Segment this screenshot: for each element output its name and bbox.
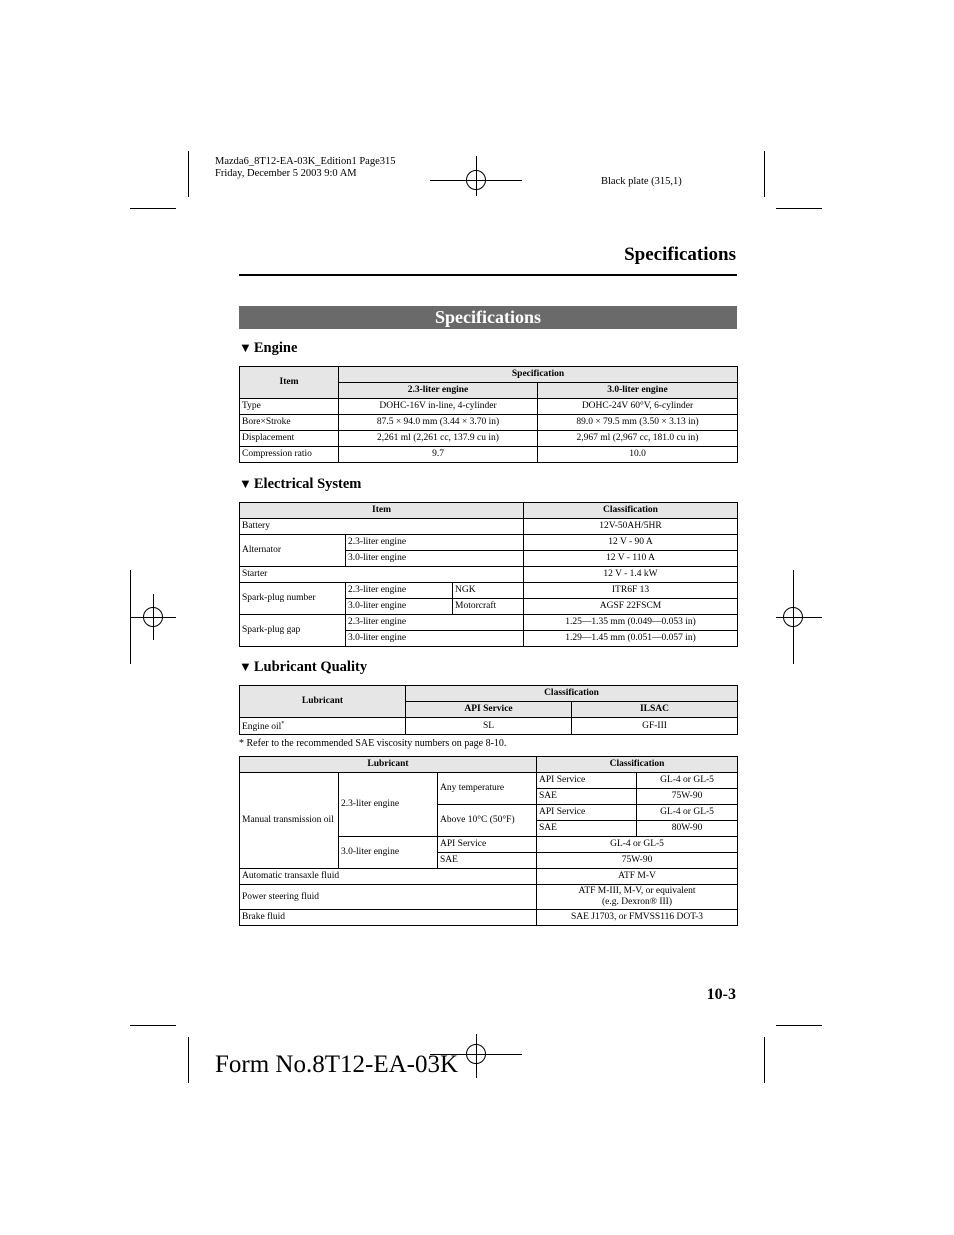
- lubricant-table: [239, 756, 738, 926]
- table-row: [240, 447, 738, 463]
- table-row: [240, 583, 738, 599]
- table-row: [240, 415, 738, 431]
- triangle-down-icon: ▼: [239, 476, 252, 491]
- footnote: * Refer to the recommended SAE viscosity numbers on page 8-10.: [239, 738, 507, 749]
- spark-plug-gap-sub: 3.0-liter engine: [346, 631, 524, 647]
- alternator-value: 12 V - 110 A: [524, 551, 738, 567]
- engine-head-item: Item: [240, 367, 339, 399]
- engine-head-col2: 3.0-liter engine: [538, 383, 738, 399]
- alternator-value: 12 V - 90 A: [524, 535, 738, 551]
- electrical-table: [239, 502, 738, 647]
- oil-head-lubricant: Lubricant: [240, 686, 406, 718]
- table-row: [240, 399, 738, 415]
- engine-oil-ilsac: GF-III: [572, 718, 738, 735]
- page-number: 10-3: [706, 986, 736, 1003]
- table-row: [240, 718, 738, 735]
- engine-cell-value: 10.0: [538, 447, 738, 463]
- lube-value: GL-4 or GL-5: [637, 805, 738, 821]
- above-temperature-label: Above 10°C (50°F): [438, 805, 537, 837]
- lube-key: SAE: [438, 853, 537, 869]
- spark-plug-gap-label: Spark-plug gap: [240, 615, 346, 647]
- spark-plug-number-sub: 2.3-liter engine: [346, 583, 453, 599]
- alternator-label: Alternator: [240, 535, 346, 567]
- oil-head-classification: Classification: [406, 686, 738, 702]
- engine-cell-value: 9.7: [339, 447, 538, 463]
- starter-value: 12 V - 1.4 kW: [524, 567, 738, 583]
- power-steering-line2: (e.g. Dexron® III): [602, 897, 673, 907]
- table-row: [240, 567, 738, 583]
- table-row: [240, 615, 738, 631]
- engine-head-col1: 2.3-liter engine: [339, 383, 538, 399]
- lubricant-quality-heading-text: Lubricant Quality: [253, 659, 368, 675]
- title-divider: [239, 274, 737, 276]
- triangle-down-icon: ▼: [239, 659, 252, 674]
- engine-cell-value: 89.0 × 79.5 mm (3.50 × 3.13 in): [538, 415, 738, 431]
- power-steering-value: [537, 885, 738, 910]
- atf-label: Automatic transaxle fluid: [240, 869, 537, 885]
- section-banner: Specifications: [239, 306, 737, 329]
- starter-label: Starter: [240, 567, 524, 583]
- print-file-info: [215, 156, 396, 180]
- spark-plug-brand: NGK: [453, 583, 524, 599]
- oil-head-api: API Service: [406, 702, 572, 718]
- engine-cell-value: DOHC-24V 60°V, 6-cylinder: [538, 399, 738, 415]
- table-row: [240, 885, 738, 910]
- table-row: [240, 519, 738, 535]
- lube-value: 80W-90: [637, 821, 738, 837]
- engine-cell-item: Compression ratio: [240, 447, 339, 463]
- engine-oil-label-text: Engine oil: [242, 722, 282, 733]
- oil-head-ilsac: ILSAC: [572, 702, 738, 718]
- lube-head-lubricant: Lubricant: [240, 757, 537, 773]
- table-row: [240, 431, 738, 447]
- spark-plug-number-value: AGSF 22FSCM: [524, 599, 738, 615]
- engine-cell-value: 2,261 ml (2,261 cc, 137.9 cu in): [339, 431, 538, 447]
- electrical-heading: [239, 476, 361, 493]
- print-file-line: Mazda6_8T12-EA-03K_Edition1 Page315: [215, 156, 396, 167]
- lube-key: SAE: [537, 821, 637, 837]
- engine-cell-item: Type: [240, 399, 339, 415]
- electrical-heading-text: Electrical System: [253, 476, 362, 492]
- spark-plug-gap-value: 1.29—1.45 mm (0.051—0.057 in): [524, 631, 738, 647]
- engine-oil-label: [240, 718, 406, 735]
- table-row: [240, 869, 738, 885]
- engine-heading: [239, 340, 297, 357]
- power-steering-label: Power steering fluid: [240, 885, 537, 910]
- print-date-line: Friday, December 5 2003 9:0 AM: [215, 168, 357, 179]
- spark-plug-brand: Motorcraft: [453, 599, 524, 615]
- spark-plug-gap-value: 1.25—1.35 mm (0.049—0.053 in): [524, 615, 738, 631]
- lube-key: API Service: [537, 773, 637, 789]
- engine-oil-table: [239, 685, 738, 735]
- form-number: Form No.8T12-EA-03K: [215, 1051, 459, 1078]
- table-row: [240, 910, 738, 926]
- alternator-sub: 3.0-liter engine: [346, 551, 524, 567]
- engine-heading-text: Engine: [253, 340, 298, 356]
- any-temperature-label: Any temperature: [438, 773, 537, 805]
- lube-value: 75W-90: [637, 789, 738, 805]
- electrical-head-item: Item: [240, 503, 524, 519]
- engine-cell-value: 2,967 ml (2,967 cc, 181.0 cu in): [538, 431, 738, 447]
- electrical-head-classification: Classification: [524, 503, 738, 519]
- engine-head-specification: Specification: [339, 367, 738, 383]
- atf-value: ATF M-V: [537, 869, 738, 885]
- engine-table: [239, 366, 738, 463]
- lube-head-classification: Classification: [537, 757, 738, 773]
- engine-cell-value: 87.5 × 94.0 mm (3.44 × 3.70 in): [339, 415, 538, 431]
- brake-fluid-label: Brake fluid: [240, 910, 537, 926]
- triangle-down-icon: ▼: [239, 340, 252, 355]
- battery-value: 12V-50AH/5HR: [524, 519, 738, 535]
- lube-key: SAE: [537, 789, 637, 805]
- lube-value: 75W-90: [537, 853, 738, 869]
- engine-cell-item: Bore×Stroke: [240, 415, 339, 431]
- lubricant-quality-heading: [239, 659, 367, 676]
- engine-oil-api: SL: [406, 718, 572, 735]
- table-row: [240, 535, 738, 551]
- spark-plug-number-sub: 3.0-liter engine: [346, 599, 453, 615]
- lube-value: GL-4 or GL-5: [537, 837, 738, 853]
- spark-plug-number-label: Spark-plug number: [240, 583, 346, 615]
- battery-label: Battery: [240, 519, 524, 535]
- engine-cell-value: DOHC-16V in-line, 4-cylinder: [339, 399, 538, 415]
- page-title: Specifications: [624, 244, 736, 265]
- engine-23-label: 2.3-liter engine: [339, 773, 438, 837]
- engine-cell-item: Displacement: [240, 431, 339, 447]
- brake-fluid-value: SAE J1703, or FMVSS116 DOT-3: [537, 910, 738, 926]
- engine-30-label: 3.0-liter engine: [339, 837, 438, 869]
- lube-key: API Service: [438, 837, 537, 853]
- plate-label: Black plate (315,1): [601, 176, 682, 187]
- lube-key: API Service: [537, 805, 637, 821]
- spark-plug-gap-sub: 2.3-liter engine: [346, 615, 524, 631]
- manual-transmission-label: Manual transmission oil: [240, 773, 339, 869]
- table-row: [240, 773, 738, 789]
- footnote-mark: *: [281, 721, 285, 727]
- power-steering-line1: ATF M-III, M-V, or equivalent: [578, 886, 696, 896]
- alternator-sub: 2.3-liter engine: [346, 535, 524, 551]
- spark-plug-number-value: ITR6F 13: [524, 583, 738, 599]
- lube-value: GL-4 or GL-5: [637, 773, 738, 789]
